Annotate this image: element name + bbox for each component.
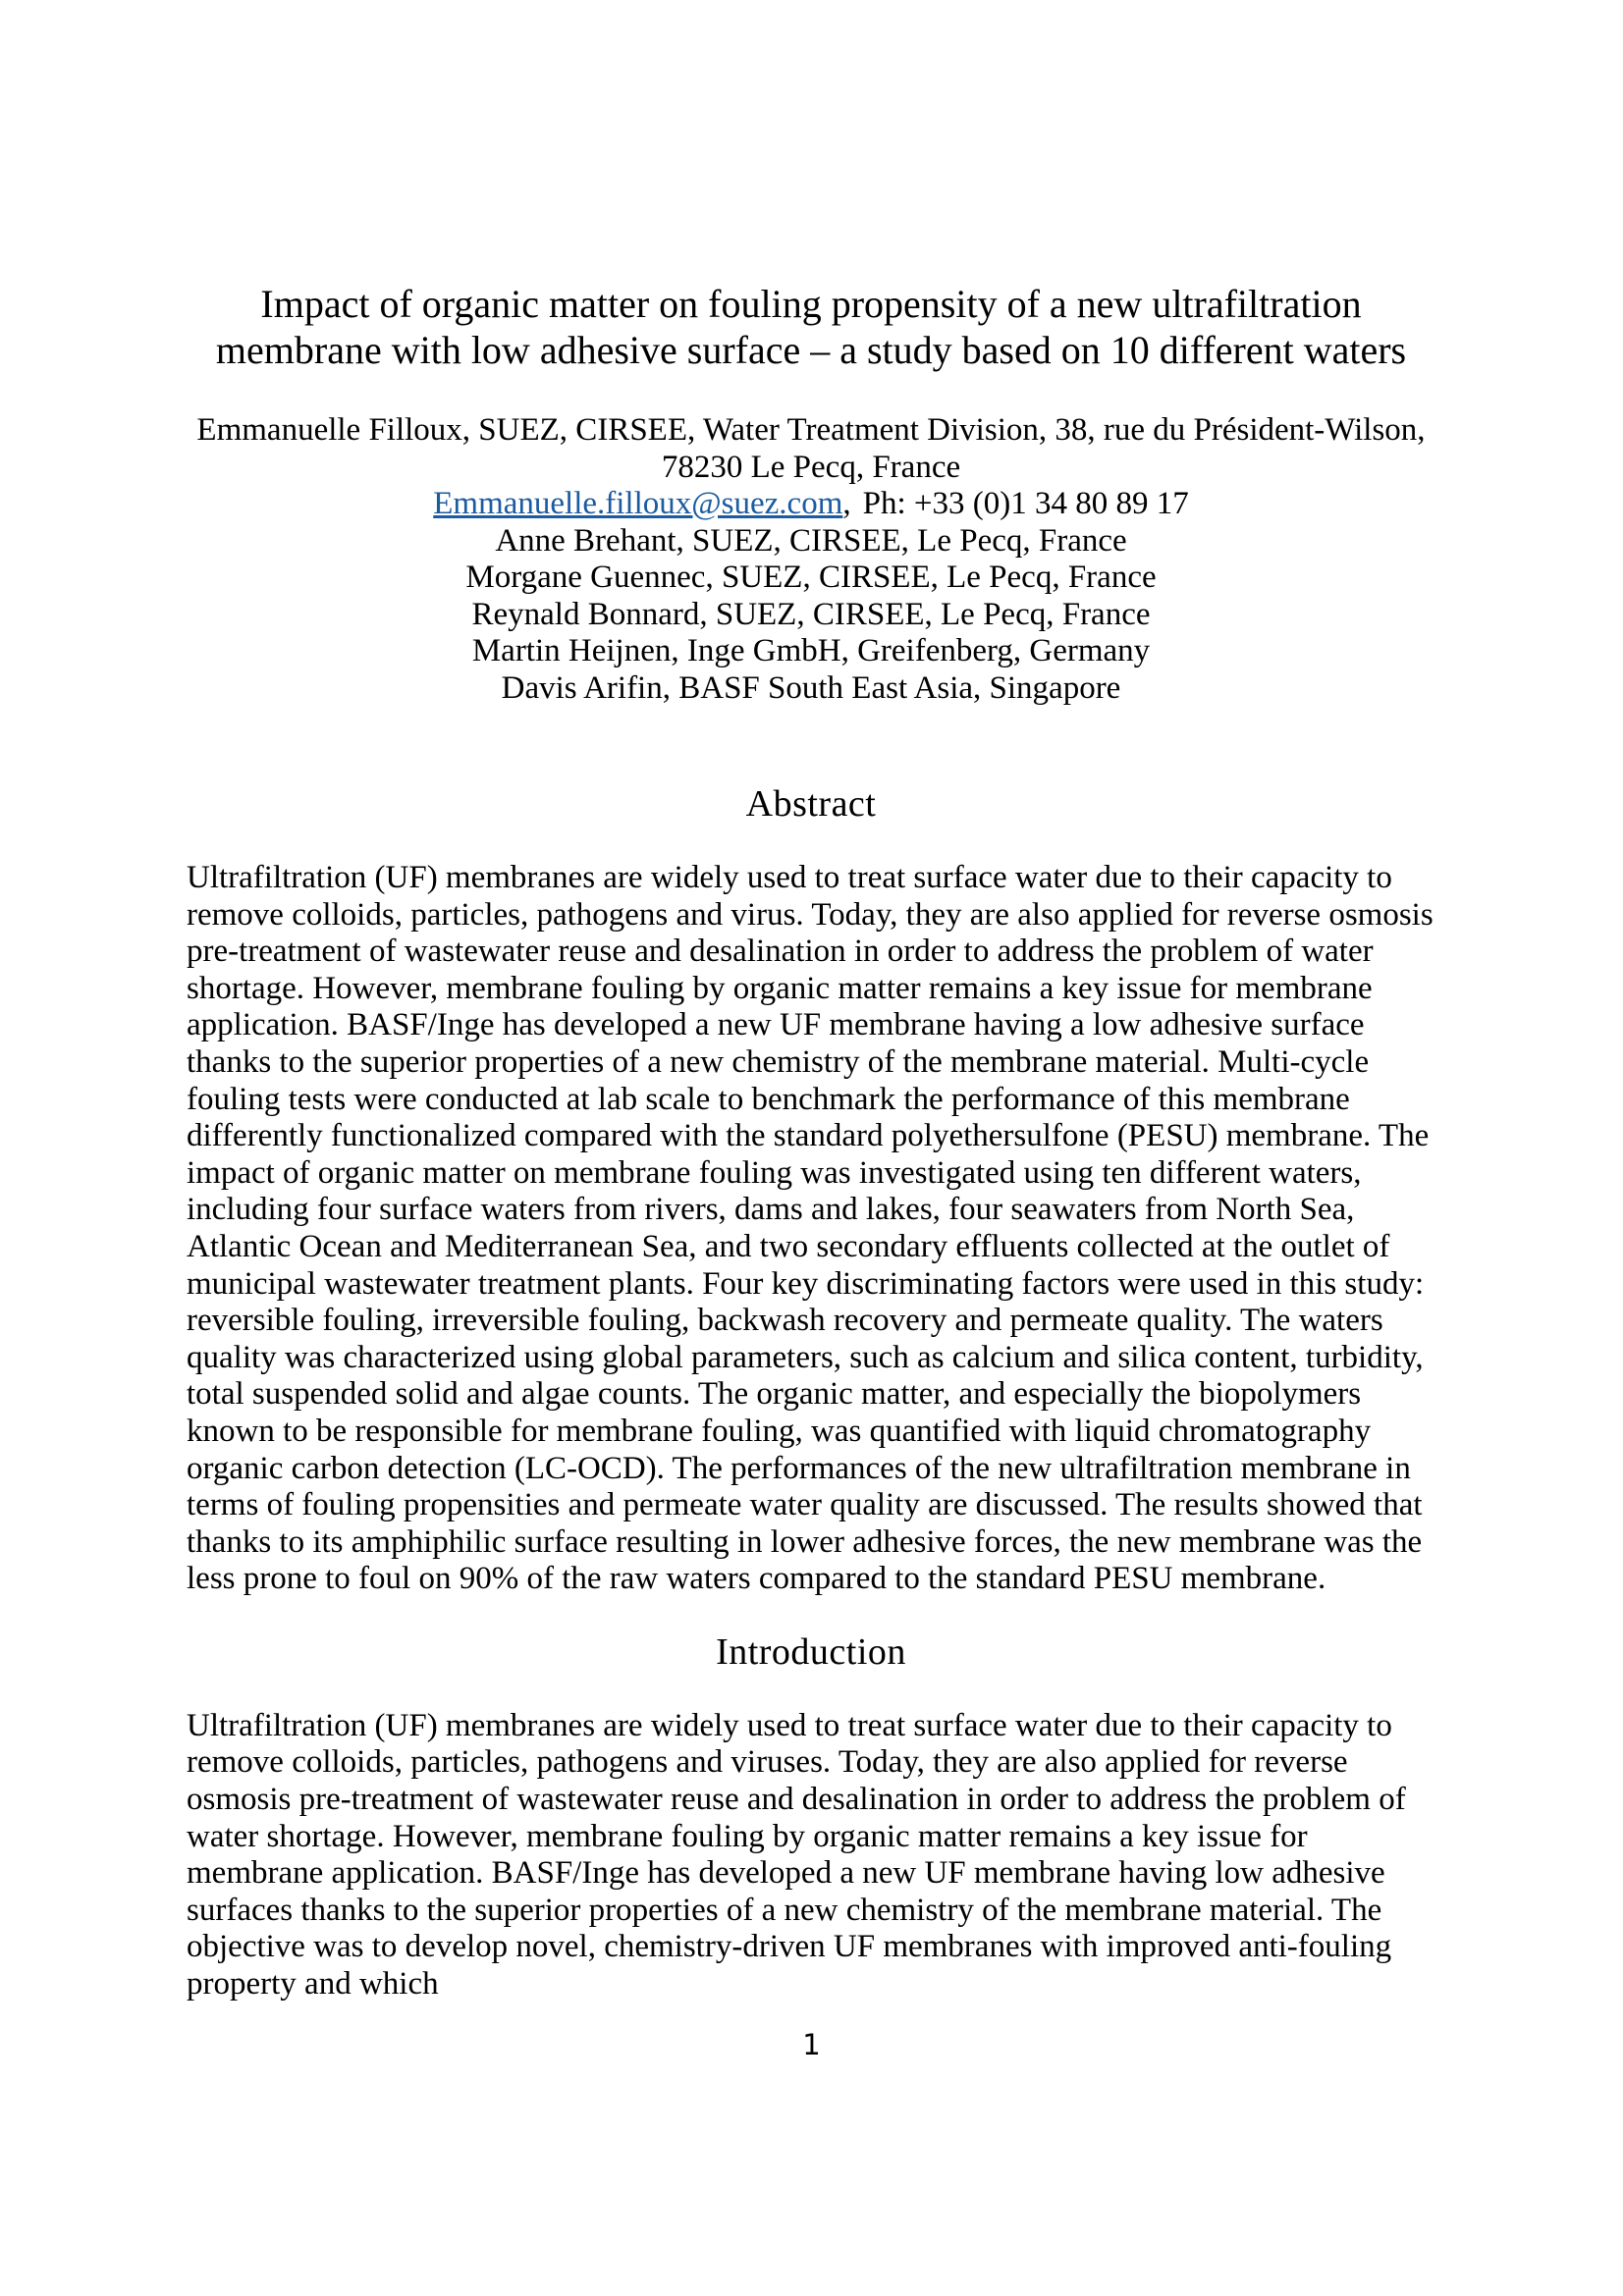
page-content: [187, 0, 1435, 2003]
abstract-heading: Abstract: [745, 783, 877, 825]
introduction-paragraph: Ultrafiltration (UF) membranes are widely used to treat surface water due to their capacity to remove colloids, particles, pathogens and viruses. Today, they are also applied for reverse osmosis pre-treatment of wastewater reuse and desalination in order to address the problem of water shortage. However, membrane fouling by organic matter remains a key issue for membrane application. BASF/Inge has developed a new UF membrane having low adhesive surfaces thanks to the superior properties of a new chemistry of the membrane material. The objective was to develop novel, chemistry-driven UF membranes with improved anti-fouling property and which: [187, 1707, 1406, 2002]
contact-separator: ,: [842, 486, 851, 521]
author-line: Morgane Guennec, SUEZ, CIRSEE, Le Pecq, France: [465, 560, 1157, 595]
author-line-address: 78230 Le Pecq, France: [661, 449, 961, 485]
author-line: Reynald Bonnard, SUEZ, CIRSEE, Le Pecq, France: [471, 596, 1151, 632]
introduction-heading: Introduction: [716, 1630, 906, 1673]
contact-line: [187, 486, 1435, 523]
abstract-paragraph: Ultrafiltration (UF) membranes are widely used to treat surface water due to their capacity to remove colloids, particles, pathogens and virus. Today, they are also applied for reverse osmosis pre-treatment of wastewater reuse and desalination in order to address the problem of water shortage. However, membrane fouling by organic matter remains a key issue for membrane application. BASF/Inge has developed a new UF membrane having a low adhesive surface thanks to the superior properties of a new chemistry of the membrane material. Multi-cycle fouling tests were conducted at lab scale to benchmark the performance of this membrane differently functionalized compared with the standard polyethersulfone (PESU) membrane. The impact of organic matter on membrane fouling was investigated using ten different waters, including four surface waters from rivers, dams and lakes, four seawaters from North Sea, Atlantic Ocean and Mediterranean Sea, and two secondary effluents collected at the outlet of municipal wastewater treatment plants. Four key discriminating factors were used in this study: reversible fouling, irreversible fouling, backwash recovery and permeate quality. The waters quality was characterized using global parameters, such as calcium and silica content, turbidity, total suspended solid and algae counts. The organic matter, and especially the biopolymers known to be responsible for membrane fouling, was quantified with liquid chromatography organic carbon detection (LC-OCD). The performances of the new ultrafiltration membrane in terms of fouling propensities and permeate water quality are discussed. The results showed that thanks to its amphiphilic surface resulting in lower adhesive forces, the new membrane was the less prone to foul on 90% of the raw waters compared to the standard PESU membrane.: [187, 860, 1434, 1597]
email-link[interactable]: Emmanuelle.filloux@suez.com: [433, 486, 843, 521]
page-number: 1: [802, 2028, 821, 2061]
author-line: Martin Heijnen, Inge GmbH, Greifenberg, Germany: [471, 633, 1151, 668]
author-line-affiliation: Emmanuelle Filloux, SUEZ, CIRSEE, Water Treatment Division, 38, rue du Président-Wilson,: [196, 412, 1426, 448]
paper-title-line-1: Impact of organic matter on fouling propensity of a new ultrafiltration: [260, 282, 1362, 326]
paper-title-line-2: membrane with low adhesive surface – a study based on 10 different waters: [215, 328, 1407, 372]
paper-title: [187, 0, 1435, 373]
phone-number: Ph: +33 (0)1 34 80 89 17: [862, 486, 1189, 521]
author-line: Anne Brehant, SUEZ, CIRSEE, Le Pecq, France: [495, 522, 1127, 559]
author-line: Davis Arifin, BASF South East Asia, Singapore: [501, 669, 1121, 706]
author-block: [187, 412, 1435, 707]
